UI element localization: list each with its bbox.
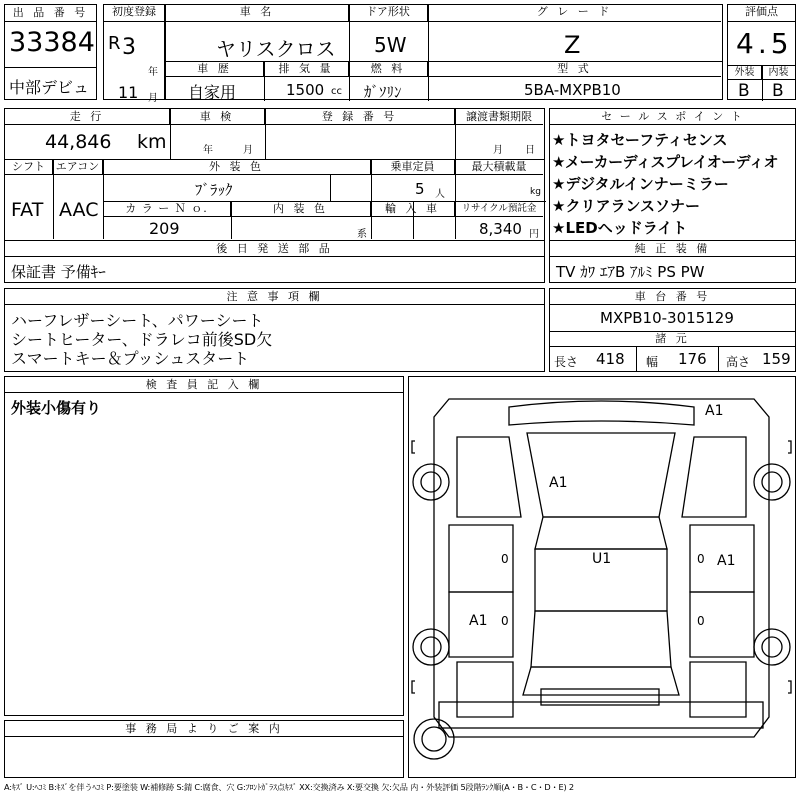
first-reg-header: 初度登録	[104, 5, 164, 22]
sales-points-box	[549, 108, 796, 241]
chassis-value: MXPB10-3015129	[600, 309, 734, 327]
lot-number-box	[4, 4, 97, 100]
ext-color-header: 外 装 色	[103, 160, 371, 175]
sales-point-item: ★クリアランスソナー	[552, 197, 700, 215]
displacement-unit: cc	[331, 86, 342, 97]
width-label: 幅	[646, 355, 659, 369]
transfer-header: 譲渡書類期限	[455, 109, 543, 125]
grade-value: Z	[564, 31, 581, 59]
car-info-box	[165, 4, 723, 100]
shift-value: FAT	[11, 199, 44, 221]
lot-number-header: 出 品 番 号	[5, 5, 96, 22]
office-header: 事 務 局 よ り ご 案 内	[5, 721, 403, 737]
history-value: 自家用	[188, 83, 237, 102]
notes-box	[4, 288, 545, 372]
interior-header: 内装	[762, 66, 795, 80]
sales-points-header: セ ー ル ス ポ イ ン ト	[550, 109, 795, 125]
interior-score: B	[772, 81, 784, 101]
notes-line: ハーフレザーシート、パワーシート	[11, 311, 264, 330]
dimensions-header: 諸 元	[550, 332, 795, 347]
door-header: ドア形状	[349, 5, 428, 22]
legend-text: A:ｷｽﾞ U:ﾍｺﾐ B:ｷｽﾞを伴うﾍｺﾐ P:要塗装 W:補修跡 S:錆 C:腐食、穴 G:ﾌﾛﾝﾄｶﾞﾗｽ点ｷｽﾞ XX:交換済み X:要交換 欠:欠品 内・外装評価 5段階ﾗﾝｸ順(A・B・C・D・E) 2	[4, 782, 574, 792]
later-parts-box	[4, 240, 545, 283]
fuel-value: ｶﾞｿﾘﾝ	[364, 83, 402, 101]
damage-mark-a1-hood: A1	[549, 475, 568, 491]
grade-header: グ レ ー ド	[428, 5, 721, 22]
length-label: 長さ	[554, 355, 579, 369]
lot-number: 33384	[9, 27, 95, 58]
first-reg-month: 11	[118, 83, 139, 102]
fuel-header: 燃 料	[349, 62, 428, 77]
inspection-header: 車 検	[170, 109, 265, 125]
score-value: 4.5	[736, 27, 793, 60]
equipment-box	[549, 240, 796, 283]
height-value: 159	[762, 350, 791, 368]
score-box	[727, 4, 796, 100]
vehicle-detail-box	[4, 108, 545, 241]
model-code-header: 型 式	[428, 62, 721, 77]
exterior-header: 外装	[728, 66, 762, 80]
width-value: 176	[678, 350, 707, 368]
displacement-value: 1500	[286, 81, 325, 99]
equipment-header: 純 正 装 備	[550, 241, 795, 257]
recycle-unit: 円	[529, 229, 539, 240]
damage-mark-u1-roof: U1	[592, 551, 612, 567]
damage-mark-a1-front: A1	[705, 403, 724, 419]
recycle-value: 8,340	[479, 220, 522, 238]
reg-number-header: 登 録 番 号	[265, 109, 455, 125]
office-box	[4, 720, 404, 778]
capacity-header: 乗車定員	[371, 160, 455, 175]
first-reg-month-unit: 月	[148, 93, 158, 104]
sales-point-item: ★メーカーディスプレイオーディオ	[552, 153, 778, 171]
door-value: 5W	[374, 33, 407, 57]
pillar-mark: 0	[501, 614, 509, 628]
inspector-box	[4, 376, 404, 716]
transfer-day-unit: 日	[525, 145, 535, 156]
car-name-value: ヤリスクロス	[216, 37, 336, 61]
exterior-score: B	[738, 81, 750, 101]
first-reg-year: 3	[122, 35, 136, 60]
pillar-mark: 0	[501, 552, 509, 566]
damage-mark-a1-right-door: A1	[717, 553, 736, 569]
chassis-box	[549, 288, 796, 372]
mileage-unit: km	[137, 131, 167, 153]
inspector-header: 検 査 員 記 入 欄	[5, 377, 403, 393]
first-reg-year-unit: 年	[148, 67, 158, 78]
damage-diagram	[408, 376, 796, 778]
pillar-mark: 0	[697, 614, 705, 628]
import-header: 輸 入 車	[371, 202, 455, 217]
shift-header: シフト	[5, 160, 53, 175]
color-no-header: カ ラ ー Ｎ ｏ.	[103, 202, 231, 217]
notes-line: スマートキー＆プッシュスタート	[11, 349, 250, 368]
int-color-unit: 系	[357, 229, 367, 240]
later-parts-header: 後 日 発 送 部 品	[5, 241, 544, 257]
era-letter: R	[108, 33, 121, 54]
sales-point-item: ★LEDヘッドライト	[552, 219, 688, 237]
chassis-header: 車 台 番 号	[550, 289, 795, 305]
capacity-unit: 人	[435, 189, 445, 200]
model-code-value: 5BA-MXPB10	[524, 81, 621, 99]
car-name-header: 車 名	[166, 5, 349, 22]
displacement-header: 排 気 量	[264, 62, 349, 77]
mileage-value: 44,846	[45, 131, 112, 153]
car-diagram-svg	[409, 377, 794, 776]
notes-line: シートヒーター、ドラレコ前後SD欠	[11, 330, 273, 349]
damage-mark-a1-left-rear: A1	[469, 613, 488, 629]
inspector-value: 外装小傷有り	[11, 399, 102, 417]
recycle-header: リサイクル預託金	[455, 202, 543, 217]
height-label: 高さ	[726, 355, 751, 369]
later-parts-value: 保証書 予備ｷｰ	[11, 263, 106, 281]
max-load-unit: kg	[530, 187, 541, 197]
capacity-value: 5	[415, 180, 425, 198]
history-header: 車 歴	[166, 62, 264, 77]
sales-point-item: ★トヨタセーフティセンス	[552, 131, 728, 149]
inspection-year-unit: 年	[203, 145, 213, 156]
inspection-month-unit: 月	[243, 145, 253, 156]
score-header: 評価点	[728, 5, 795, 22]
notes-header: 注 意 事 項 欄	[5, 289, 544, 305]
length-value: 418	[596, 350, 625, 368]
pillar-mark: 0	[697, 552, 705, 566]
equipment-value: TV ｶﾜ ｴｱB ｱﾙﾐ PS PW	[556, 263, 705, 281]
color-no-value: 209	[149, 219, 180, 238]
aircon-header: エアコン	[53, 160, 103, 175]
max-load-header: 最大積載量	[455, 160, 543, 175]
sales-point-item: ★デジタルインナーミラー	[552, 175, 729, 193]
mileage-header: 走 行	[5, 109, 170, 125]
ext-color-value: ﾌﾞﾗｯｸ	[195, 181, 233, 199]
int-color-header: 内 装 色	[231, 202, 371, 217]
debut-label: 中部デビュ	[9, 78, 90, 97]
aircon-value: AAC	[59, 199, 99, 221]
transfer-month-unit: 月	[493, 145, 503, 156]
first-reg-box	[103, 4, 165, 104]
